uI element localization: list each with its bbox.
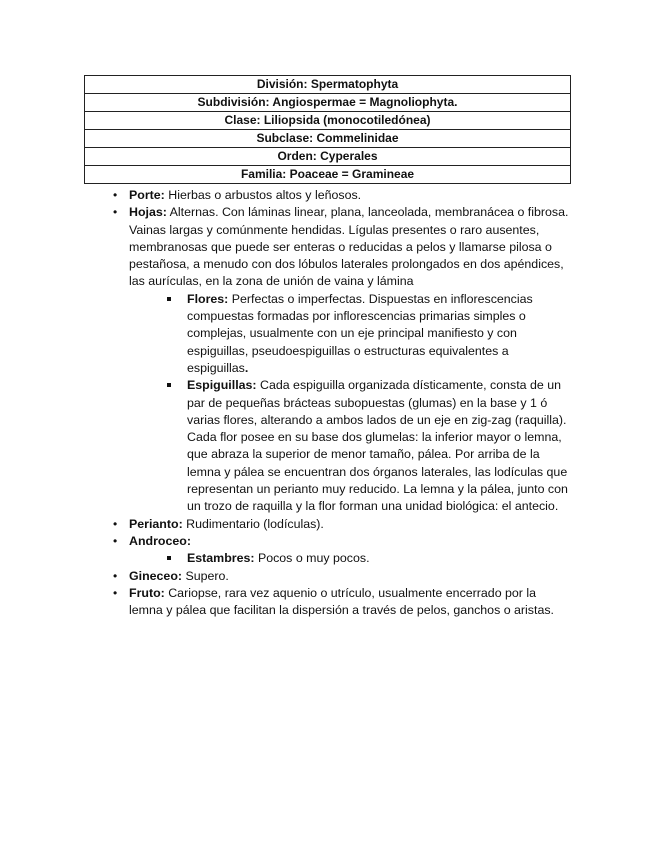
item-label: Androceo: xyxy=(129,533,191,548)
description-content xyxy=(111,187,571,619)
table-row xyxy=(85,166,571,184)
square-bullet-icon xyxy=(167,297,171,301)
list-item-androceo xyxy=(111,533,571,568)
bullet-icon: • xyxy=(113,188,118,202)
list-item-fruto xyxy=(111,585,571,620)
item-text: Cariopse, rara vez aquenio o utrículo, usualmente encerrado por la lemna y pálea que facilitan la dispersión a través de pelos, ganchos o aristas. xyxy=(129,585,554,618)
characteristics-list xyxy=(111,187,571,619)
item-label: Hojas: xyxy=(129,205,167,220)
clase-cell: Clase: Liliopsida (monocotiledónea) xyxy=(85,112,571,130)
androceo-sublist xyxy=(129,550,571,567)
division-cell: División: Spermatophyta xyxy=(85,76,571,94)
item-label: Porte: xyxy=(129,188,165,202)
bullet-icon: • xyxy=(113,533,118,548)
item-label: Flores: xyxy=(187,291,229,306)
item-text: Cada espiguilla organizada dísticamente, consta de un par de pequeñas brácteas subopuestas (glumas) en la base y 1 ó varias flores, alterando a ambos lados de un eje en zig-zag (raquilla). Cada flor posee en su base dos glumelas: la inferior mayor o lemna, que abraza la superior de menor tamaño, pálea. Por arriba de la lemna y pálea se encuentran dos órganos laterales, las lodículas que representan un perianto muy reducido. La lemna y la pálea, junto con un trozo de raquilla y la flor forman una unidad biológica: el antecio. xyxy=(187,378,568,514)
list-item-espiguillas xyxy=(167,377,571,515)
list-item-porte xyxy=(111,187,571,204)
list-item-estambres xyxy=(167,550,571,567)
item-text: Hierbas o arbustos altos y leñosos. xyxy=(164,188,362,202)
item-text: Pocos o muy pocos. xyxy=(254,551,370,566)
bullet-icon: • xyxy=(113,516,118,531)
bullet-icon: • xyxy=(113,585,118,600)
item-text: Supero. xyxy=(182,568,229,583)
square-bullet-icon xyxy=(167,383,171,387)
item-label: Perianto: xyxy=(129,516,183,531)
table-row xyxy=(85,130,571,148)
table-row xyxy=(85,112,571,130)
bullet-icon: • xyxy=(113,568,118,583)
table-row xyxy=(85,76,571,94)
subdivision-cell: Subdivisión: Angiospermae = Magnoliophyta. xyxy=(85,94,571,112)
square-bullet-icon xyxy=(167,556,171,560)
item-label: Estambres: xyxy=(187,551,255,566)
item-label: Espiguillas: xyxy=(187,378,257,393)
item-text: Rudimentario (lodículas). xyxy=(182,516,324,531)
orden-cell: Orden: Cyperales xyxy=(85,148,571,166)
item-text-end: . xyxy=(244,360,249,375)
subclase-cell: Subclase: Commelinidae xyxy=(85,130,571,148)
item-text: Alternas. Con láminas linear, plana, lanceolada, membranácea o fibrosa. Vainas largas y comúnmente hendidas. Lígulas presentes o raro ausentes, membranosas que puede ser enteras o reducidas a pelos y llamarse pilosa o pestañosa, a menudo con dos lóbulos laterales prolongados en dos apéndices, las aurículas, en la zona de unión de vaina y lámina xyxy=(129,205,569,289)
list-item-flores xyxy=(167,291,571,377)
list-item-gineceo xyxy=(111,568,571,585)
familia-cell: Familia: Poaceae = Gramineae xyxy=(85,166,571,184)
table-row xyxy=(85,148,571,166)
classification-table xyxy=(84,75,571,184)
bullet-icon: • xyxy=(113,205,118,220)
hojas-sublist xyxy=(129,291,571,516)
list-item-hojas xyxy=(111,204,571,515)
item-label: Gineceo: xyxy=(129,568,183,583)
table-row xyxy=(85,94,571,112)
item-label: Fruto: xyxy=(129,585,165,600)
list-item-perianto xyxy=(111,516,571,533)
item-text: Perfectas o imperfectas. Dispuestas en inflorescencias compuestas formadas por inflorescencias primarias simples o complejas, usualmente con un eje principal manifiesto y con espiguillas, pseudoespiguillas o estructuras equivalentes a espiguillas xyxy=(187,291,533,375)
